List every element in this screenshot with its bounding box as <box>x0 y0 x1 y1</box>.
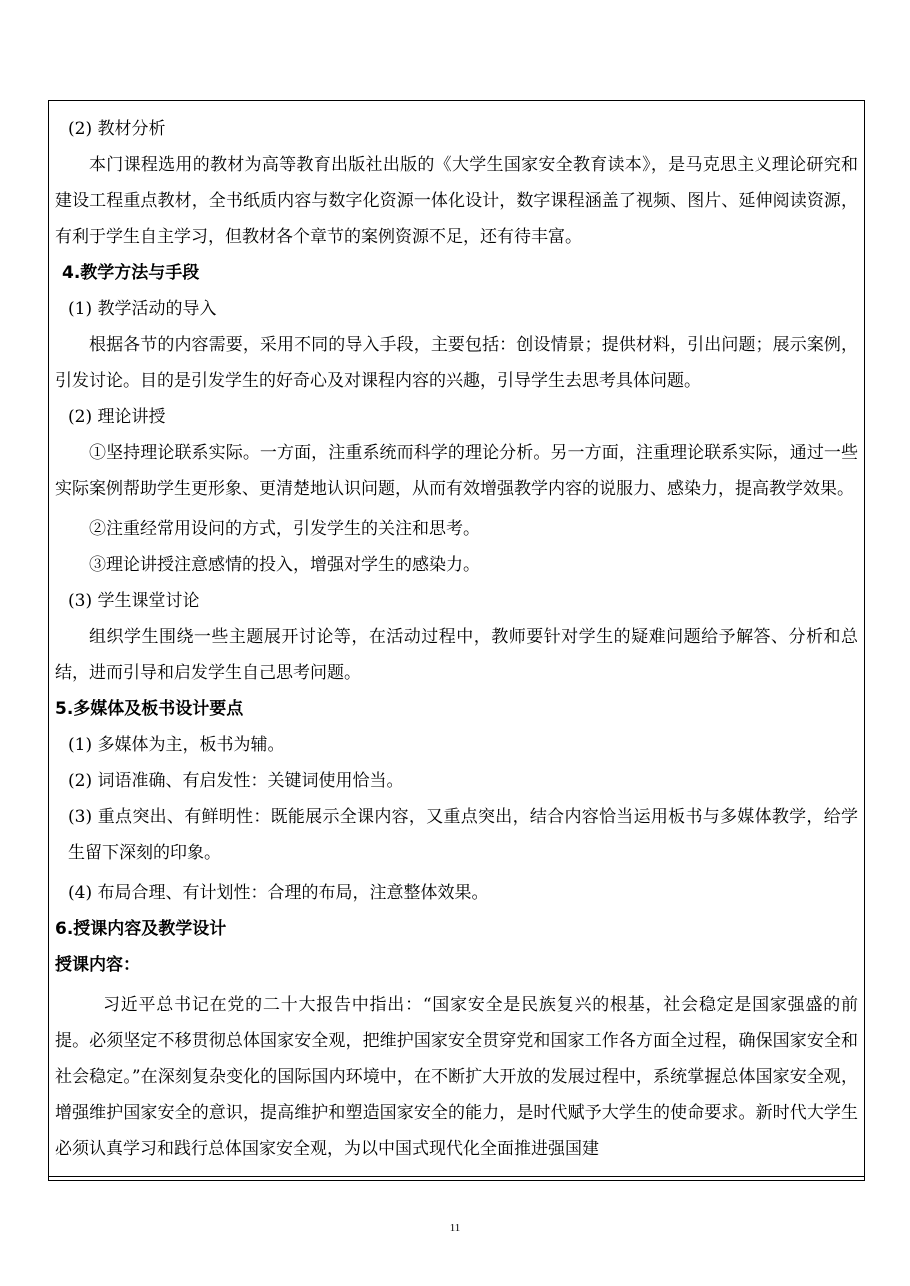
multimedia-item-4: (4) 布局合理、有计划性：合理的布局，注意整体效果。 <box>68 883 489 903</box>
textbook-analysis-paragraph: 本门课程选用的教材为高等教育出版社出版的《大学生国家安全教育读本》，是马克思主义理论研究和建设工程重点教材，全书纸质内容与数字化资源一体化设计，数字课程涵盖了视频、图片、延伸阅读资源，有利于学生自主学习，但教材各个章节的案例资源不足，还有待丰富。 <box>55 155 858 247</box>
multimedia-item-2: (2) 词语准确、有启发性：关键词使用恰当。 <box>68 771 404 791</box>
lesson-content-subheading: 授课内容： <box>55 955 140 975</box>
multimedia-item-1: (1) 多媒体为主，板书为辅。 <box>68 735 285 755</box>
textbook-analysis-heading: (2) 教材分析 <box>68 119 166 139</box>
multimedia-board-heading: 5.多媒体及板书设计要点 <box>55 699 244 719</box>
document-frame <box>48 100 865 1181</box>
frame-bottom-rule <box>49 1176 864 1177</box>
class-discussion-heading: (3) 学生课堂讨论 <box>68 591 200 611</box>
teaching-methods-heading: 4.教学方法与手段 <box>62 263 200 283</box>
page-number: 11 <box>449 1222 461 1234</box>
multimedia-item-3: (3) 重点突出、有鲜明性：既能展示全课内容，又重点突出，结合内容恰当运用板书与多媒体教学，给学生留下深刻的印象。 <box>68 807 858 863</box>
class-discussion-paragraph: 组织学生围绕一些主题展开讨论等，在活动过程中，教师要针对学生的疑难问题给予解答、分析和总结，进而引导和启发学生自己思考问题。 <box>55 627 858 683</box>
intro-activity-paragraph: 根据各节的内容需要，采用不同的导入手段，主要包括：创设情景；提供材料，引出问题；展示案例，引发讨论。目的是引发学生的好奇心及对课程内容的兴趣，引导学生去思考具体问题。 <box>55 335 858 391</box>
lesson-content-paragraph: 习近平总书记在党的二十大报告中指出：“国家安全是民族复兴的根基，社会稳定是国家强盛的前提。必须坚定不移贯彻总体国家安全观，把维护国家安全贯穿党和国家工作各方面全过程，确保国家安全和社会稳定。”在深刻复杂变化的国际国内环境中，在不断扩大开放的发展过程中，系统掌握总体国家安全观，增强维护国家安全的意识，提高维护和塑造国家安全的能力，是时代赋予大学生的使命要求。新时代大学生必须认真学习和践行总体国家安全观，为以中国式现代化全面推进强国建 <box>55 995 858 1159</box>
theory-lecture-heading: (2) 理论讲授 <box>68 407 166 427</box>
intro-activity-heading: (1) 教学活动的导入 <box>68 299 217 319</box>
document-body <box>55 111 858 1167</box>
theory-lecture-point-1: ①坚持理论联系实际。一方面，注重系统而科学的理论分析。另一方面，注重理论联系实际，通过一些实际案例帮助学生更形象、更清楚地认识问题，从而有效增强教学内容的说服力、感染力，提高教学效果。 <box>55 443 858 499</box>
theory-lecture-point-2: ②注重经常用设问的方式，引发学生的关注和思考。 <box>89 519 480 539</box>
theory-lecture-point-3: ③理论讲授注意感情的投入，增强对学生的感染力。 <box>89 555 480 575</box>
lesson-content-heading: 6.授课内容及教学设计 <box>55 919 227 939</box>
